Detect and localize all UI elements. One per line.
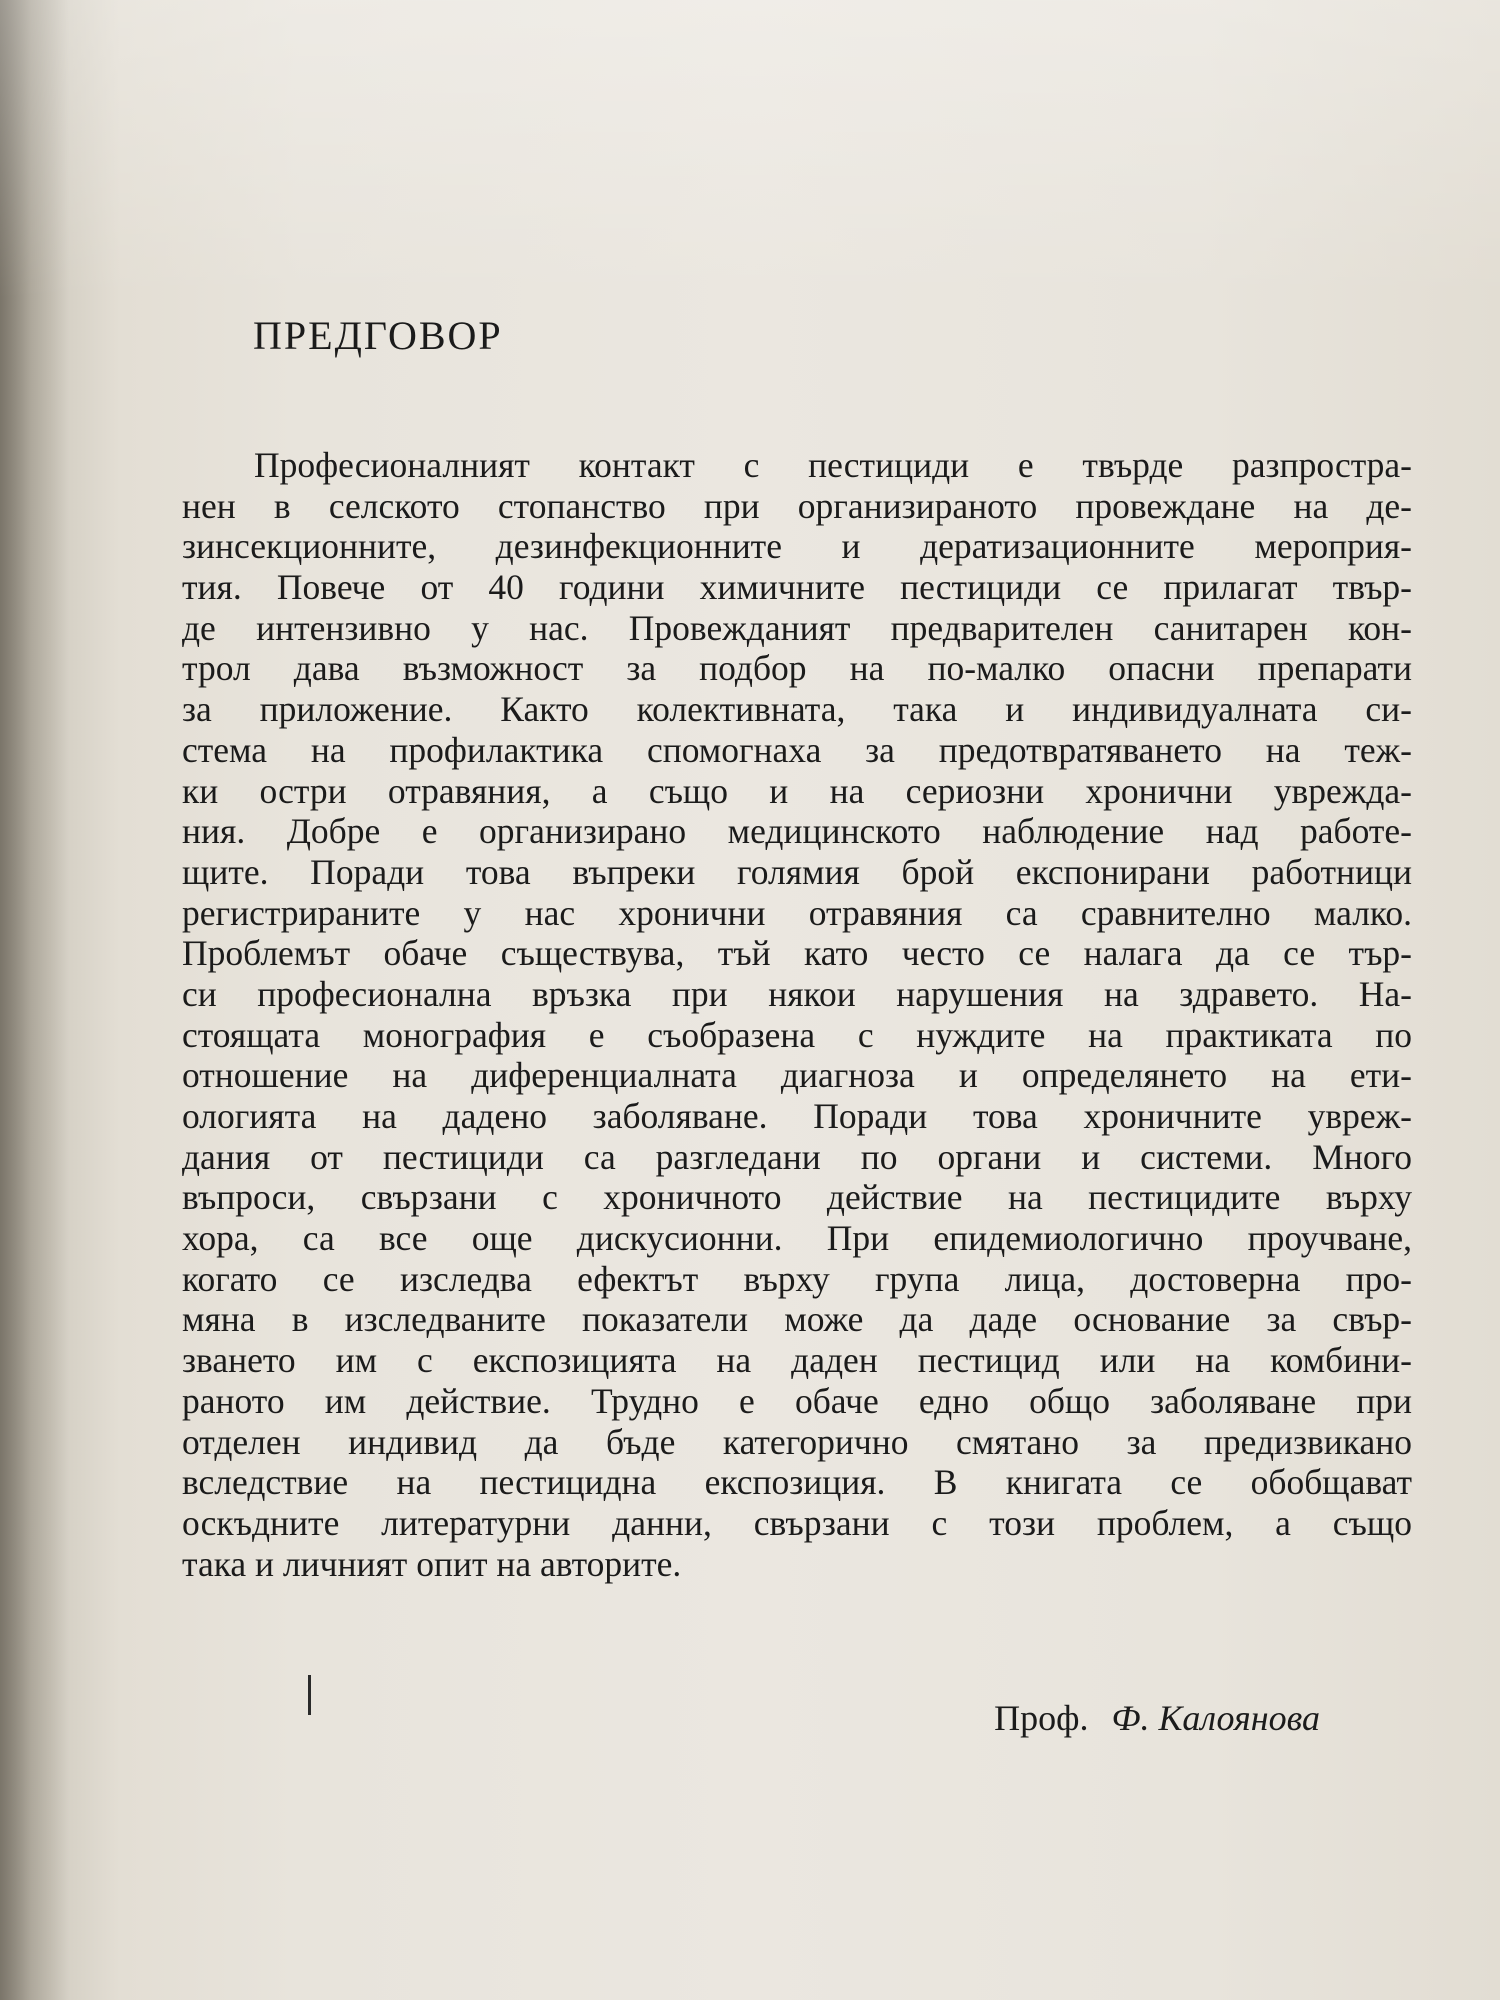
paragraph-line: хора, са все още дискусионни. При епидемиологично проучване, xyxy=(182,1218,1412,1259)
paragraph-line: оскъдните литературни данни, свързани с този проблем, а също xyxy=(182,1502,1412,1543)
paragraph-line: дания от пестициди са разгледани по органи и системи. Много xyxy=(182,1136,1412,1177)
paragraph-line: нен в селското стопанство при организираното провеждане на де- xyxy=(182,485,1412,526)
paragraph-line: когато се изследва ефектът върху група лица, достоверна про- xyxy=(182,1258,1412,1299)
page-title: ПРЕДГОВОР xyxy=(253,313,503,358)
paragraph-line: щите. Поради това въпреки голямия брой експонирани работници xyxy=(182,851,1412,892)
paragraph-line: трол дава възможност за подбор на по-малко опасни препарати xyxy=(182,648,1412,689)
paragraph-line: Професионалният контакт с пестициди е твърде разпростра- xyxy=(254,445,1412,485)
paragraph-line: де интензивно у нас. Провежданият предварителен санитарен кон- xyxy=(182,607,1412,648)
paragraph-line: ологията на дадено заболяване. Поради това хроничните увреж- xyxy=(182,1096,1412,1136)
paragraph-line: мяна в изследваните показатели може да даде основание за свър- xyxy=(182,1299,1412,1340)
paragraph-line: регистрираните у нас хронични отравяния са сравнително малко. xyxy=(182,892,1412,933)
paragraph-line: си професионална връзка при някои нарушения на здравето. На- xyxy=(182,973,1412,1014)
paragraph-line: тия. Повече от 40 години химичните пестициди се прилагат твър- xyxy=(182,567,1412,608)
paragraph-line: ки остри отравяния, а също и на сериозни хронични увреждa- xyxy=(182,770,1412,811)
margin-mark xyxy=(308,1675,311,1715)
author-signature xyxy=(994,1697,1320,1739)
author-title: Проф. xyxy=(994,1698,1089,1738)
paragraph-line: зването им с експозицията на даден пестицид или на комбини- xyxy=(182,1340,1412,1381)
paragraph-line: въпроси, свързани с хроничното действие на пестицидите върху xyxy=(182,1177,1412,1218)
paragraph-line: раното им действие. Трудно е обаче едно общо заболяване при xyxy=(182,1380,1412,1421)
paragraph-line: Проблемът обаче съществува, тъй като често се налага да се тър- xyxy=(182,933,1412,974)
paragraph-line: отделен индивид да бъде категорично смятано за предизвикано xyxy=(182,1421,1412,1462)
paragraph-line: зинсекционните, дезинфекционните и дератизационните мероприя- xyxy=(182,526,1412,567)
paragraph-line: за приложение. Както колективната, така и индивидуалната си- xyxy=(182,689,1412,730)
paragraph-line: стоящата монография е съобразена с нуждите на практиката по xyxy=(182,1014,1412,1055)
paragraph-line: вследствие на пестицидна експозиция. В книгата се обобщават xyxy=(182,1462,1412,1503)
paragraph-line: ния. Добре е организирано медицинското наблюдение над работе- xyxy=(182,811,1412,852)
paragraph-line: отношение на диференциалната диагноза и определянето на ети- xyxy=(182,1055,1412,1096)
author-name: Ф. Калоянова xyxy=(1111,1698,1320,1738)
paragraph-line: стема на профилактика спомогнаха за предотвратяването на теж- xyxy=(182,729,1412,770)
preface-paragraph xyxy=(182,445,1412,1584)
paragraph-line: така и личният опит на авторите. xyxy=(182,1543,682,1584)
